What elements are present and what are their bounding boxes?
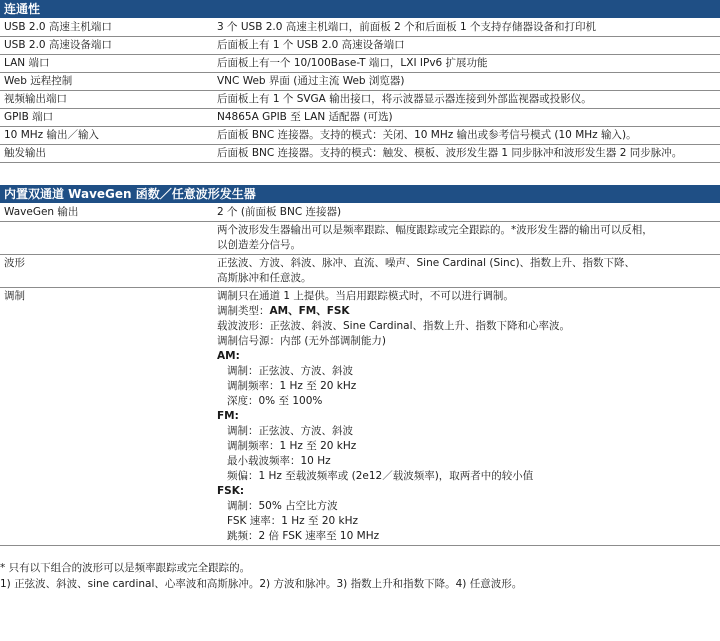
spec-label: GPIB 端口 bbox=[0, 109, 213, 127]
table-row bbox=[0, 204, 720, 222]
section-wavegen bbox=[0, 185, 720, 546]
spec-value bbox=[213, 19, 720, 37]
footnote-line: 1) 正弦波、斜波、sine cardinal、心率波和高斯脉冲。2) 方波和脉冲。3) 指数上升和指数下降。4) 任意波形。 bbox=[0, 578, 523, 590]
spec-value-line: 后面板上有 1 个 SVGA 输出接口，将示波器显示器连接到外部监视器或投影仪。 bbox=[217, 93, 592, 105]
section-title: 内置双通道 WaveGen 函数／任意波形发生器 bbox=[0, 185, 720, 203]
table-row bbox=[0, 288, 720, 546]
table-row bbox=[0, 109, 720, 127]
spec-value-line: VNC Web 界面 (通过主流 Web 浏览器) bbox=[217, 75, 405, 87]
spec-label: 触发输出 bbox=[0, 145, 213, 163]
modulation-text: 调制只在通道 1 上提供。当启用跟踪模式时，不可以进行调制。 bbox=[217, 290, 514, 302]
spec-value-line: 两个波形发生器输出可以是频率跟踪、幅度跟踪或完全跟踪的。*波形发生器的输出可以反相， bbox=[217, 224, 653, 236]
modulation-line bbox=[217, 424, 717, 439]
modulation-text: 最小载波频率：10 Hz bbox=[227, 455, 331, 467]
spec-value bbox=[213, 37, 720, 55]
spec-label: 10 MHz 输出／输入 bbox=[0, 127, 213, 145]
table-row bbox=[0, 37, 720, 55]
modulation-text: FM: bbox=[217, 410, 239, 422]
modulation-line bbox=[217, 514, 717, 529]
spec-value bbox=[213, 288, 720, 546]
spec-label: USB 2.0 高速设备端口 bbox=[0, 37, 213, 55]
modulation-line bbox=[217, 409, 717, 424]
modulation-text: 调制：50% 占空比方波 bbox=[227, 500, 338, 512]
spec-value bbox=[213, 145, 720, 163]
modulation-text: 调制：正弦波、方波、斜波 bbox=[227, 425, 353, 437]
modulation-line bbox=[217, 529, 717, 544]
section-title: 连通性 bbox=[0, 0, 720, 18]
spec-value bbox=[213, 255, 720, 288]
modulation-line bbox=[217, 349, 717, 364]
modulation-text: 跳频：2 倍 FSK 速率至 10 MHz bbox=[227, 530, 380, 542]
table-row bbox=[0, 91, 720, 109]
modulation-line bbox=[217, 379, 717, 394]
spec-value-line: 高斯脉冲和任意波。 bbox=[217, 272, 312, 284]
spec-value-line: N4865A GPIB 至 LAN 适配器 (可选) bbox=[217, 111, 393, 123]
spec-value bbox=[213, 127, 720, 145]
table-row bbox=[0, 222, 720, 255]
spec-label: LAN 端口 bbox=[0, 55, 213, 73]
spec-value bbox=[213, 204, 720, 222]
modulation-text: 频偏：1 Hz 至载波频率或 (2e12／载波频率)，取两者中的较小值 bbox=[227, 470, 534, 482]
spec-value bbox=[213, 73, 720, 91]
table-row bbox=[0, 55, 720, 73]
table-row bbox=[0, 73, 720, 91]
modulation-line bbox=[217, 364, 717, 379]
spec-value bbox=[213, 55, 720, 73]
modulation-text: FSK 速率：1 Hz 至 20 kHz bbox=[227, 515, 359, 527]
modulation-line bbox=[217, 394, 717, 409]
modulation-types: AM、FM、FSK bbox=[269, 305, 350, 317]
modulation-line bbox=[217, 454, 717, 469]
modulation-line bbox=[217, 304, 717, 319]
modulation-text: 调制类型： bbox=[217, 305, 270, 317]
spec-value-line: 后面板上有 1 个 USB 2.0 高速设备端口 bbox=[217, 39, 405, 51]
spec-value-line: 后面板 BNC 连接器。支持的模式：关闭、10 MHz 输出或参考信号模式 (10 MHz 输入)。 bbox=[217, 129, 637, 141]
modulation-line bbox=[217, 499, 717, 514]
modulation-line bbox=[217, 319, 717, 334]
spec-value-line: 正弦波、方波、斜波、脉冲、直流、噪声、Sine Cardinal (Sinc)、指数上升、指数下降、 bbox=[217, 257, 636, 269]
table-row bbox=[0, 127, 720, 145]
modulation-text: 调制信号源：内部 (无外部调制能力) bbox=[217, 335, 387, 347]
spec-label: 波形 bbox=[0, 255, 213, 288]
modulation-line bbox=[217, 334, 717, 349]
spec-value-line: 以创造差分信号。 bbox=[217, 239, 301, 251]
connectivity-table bbox=[0, 19, 720, 163]
spec-label: 调制 bbox=[0, 288, 213, 546]
spec-value bbox=[213, 222, 720, 255]
modulation-text: AM: bbox=[217, 350, 240, 362]
modulation-text: 调制频率：1 Hz 至 20 kHz bbox=[227, 440, 357, 452]
modulation-text: 深度：0% 至 100% bbox=[227, 395, 323, 407]
spec-value-line: 2 个 (前面板 BNC 连接器) bbox=[217, 206, 342, 218]
spec-value bbox=[213, 109, 720, 127]
spec-value bbox=[213, 91, 720, 109]
table-row bbox=[0, 19, 720, 37]
modulation-text: 调制频率：1 Hz 至 20 kHz bbox=[227, 380, 357, 392]
spec-value-line: 3 个 USB 2.0 高速主机端口，前面板 2 个和后面板 1 个支持存储器设备和打印机 bbox=[217, 21, 596, 33]
modulation-text: 调制：正弦波、方波、斜波 bbox=[227, 365, 353, 377]
spec-label: Web 远程控制 bbox=[0, 73, 213, 91]
footnote bbox=[0, 560, 720, 592]
footnote-line: * 只有以下组合的波形可以是频率跟踪或完全跟踪的。 bbox=[0, 562, 251, 574]
spec-label: 视频输出端口 bbox=[0, 91, 213, 109]
modulation-line bbox=[217, 439, 717, 454]
modulation-text: 载波波形：正弦波、斜波、Sine Cardinal、指数上升、指数下降和心率波。 bbox=[217, 320, 571, 332]
modulation-line bbox=[217, 289, 717, 304]
spec-label: USB 2.0 高速主机端口 bbox=[0, 19, 213, 37]
section-connectivity bbox=[0, 0, 720, 163]
modulation-line bbox=[217, 484, 717, 499]
spec-value-line: 后面板 BNC 连接器。支持的模式：触发、模板、波形发生器 1 同步脉冲和波形发生器 2 同步脉冲。 bbox=[217, 147, 683, 159]
table-row bbox=[0, 255, 720, 288]
modulation-line bbox=[217, 469, 717, 484]
wavegen-table bbox=[0, 204, 720, 546]
spec-value-line: 后面板上有一个 10/100Base-T 端口，LXI IPv6 扩展功能 bbox=[217, 57, 488, 69]
spec-label: WaveGen 输出 bbox=[0, 204, 213, 222]
modulation-text: FSK: bbox=[217, 485, 245, 497]
table-row bbox=[0, 145, 720, 163]
spec-label bbox=[0, 222, 213, 255]
